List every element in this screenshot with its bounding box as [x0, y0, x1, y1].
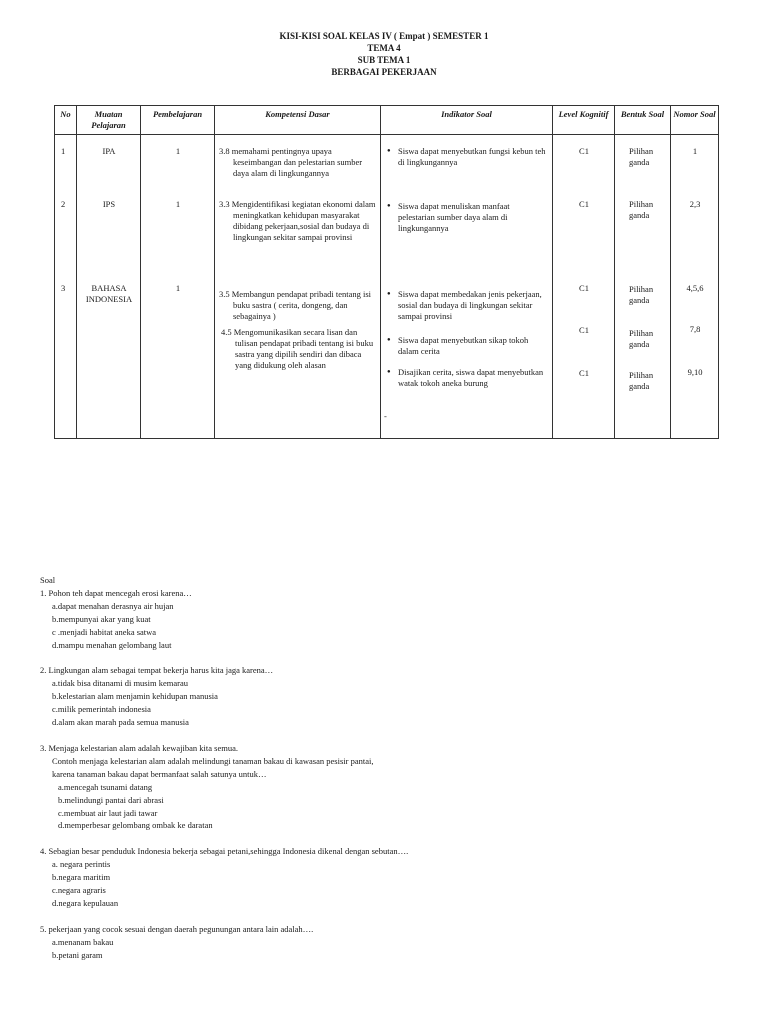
question-3-option-d: d.memperbesar gelombang ombak ke daratan: [58, 820, 213, 831]
row-3-nomor: 4,5,6: [686, 283, 704, 293]
cell-kompetensi-dasar: [215, 135, 381, 439]
column-header: Bentuk Soal: [615, 106, 671, 135]
question-2-option-a: a.tidak bisa ditanami di musim kemarau: [52, 678, 188, 689]
cell-no: [55, 135, 77, 439]
question-2-option-b: b.kelestarian alam menjamin kehidupan manusia: [52, 691, 218, 702]
question-5-option-a: a.menanam bakau: [52, 936, 114, 947]
column-header: Nomor Soal: [671, 106, 719, 135]
row-1-bentuk: Pilihan ganda: [629, 146, 654, 167]
header-line-4: BERBAGAI PEKERJAAN: [331, 67, 437, 77]
row-2-nomor: 2,3: [689, 199, 701, 209]
question-3-context-line-1: Contoh menjaga kelestarian alam adalah melindungi tanaman bakau di kawasan pesisir pantai,: [52, 755, 374, 766]
row-3-indikator-2: ● Siswa dapat menyebutkan sikap tokoh dalam cerita: [398, 335, 546, 357]
question-5: 5. pekerjaan yang cocok sesuai dengan daerah pegunungan antara lain adalah….: [40, 923, 314, 934]
table-body-row: [55, 135, 719, 439]
column-header: Kompetensi Dasar: [215, 106, 381, 135]
question-3-option-a: a.mencegah tsunami datang: [58, 781, 153, 792]
row-1-level: C1: [579, 146, 589, 156]
cell-indikator-soal: [381, 135, 553, 439]
row-3-level-3: C1: [579, 368, 589, 378]
document-header: [0, 30, 768, 78]
kisi-kisi-table: [54, 105, 719, 439]
soal-title: Soal: [40, 575, 56, 585]
question-5-option-b: b.petani garam: [52, 949, 103, 960]
column-header: Level Kognitif: [553, 106, 615, 135]
row-3-kd: 3.5 Membangun pendapat pribadi tentang isi buku sastra ( cerita, dongeng, dan sebagainya ): [219, 289, 372, 321]
row-1-no: 1: [61, 146, 66, 156]
column-header: Indikator Soal: [381, 106, 553, 135]
question-4-option-b: b.negara maritim: [52, 872, 111, 883]
row-3-bentuk-3: Pilihan ganda: [629, 370, 654, 391]
question-3: 3. Menjaga kelestarian alam adalah kewajiban kita semua.: [40, 742, 239, 753]
row-2-indikator: ● Siswa dapat menuliskan manfaat pelestarian sumber daya alam di lingkungannya: [398, 201, 546, 234]
question-4: 4. Sebagian besar penduduk Indonesia bekerja sebagai petani,sehingga Indonesia dikenal dengan sebutan….: [40, 846, 409, 857]
question-3-option-c: c.membuat air laut jadi tawar: [58, 807, 158, 818]
row-1-indikator: ● Siswa dapat menyebutkan fungsi kebun teh di lingkungannya: [398, 146, 546, 168]
cell-pembelajaran: [141, 135, 215, 439]
row-2-bentuk: Pilihan ganda: [629, 199, 654, 220]
row-1-pembelajaran: 1: [175, 146, 181, 156]
row-3-no: 3: [61, 283, 66, 293]
cell-muatan: [77, 135, 141, 439]
table-header-row: [55, 106, 719, 135]
header-line-2: TEMA 4: [367, 43, 401, 53]
row-1-nomor: 1: [692, 146, 698, 156]
row-3-kd-2: 4.5 Mengomunikasikan secara lisan dan tulisan pendapat pribadi tentang isi buku sastra yang dipilih sendiri dan dibaca yang didukung oleh alasan: [221, 327, 374, 370]
row-3-bentuk: Pilihan ganda: [629, 284, 654, 305]
row-3-nomor-3: 9,10: [687, 367, 703, 377]
soal-section: [40, 574, 740, 962]
row-3-indikator-3: ● Disajikan cerita, siswa dapat menyebutkan watak tokoh aneka burung: [398, 367, 546, 389]
row-3-level-2: C1: [579, 325, 589, 335]
header-line-3: SUB TEMA 1: [357, 55, 411, 65]
row-3-bentuk-2: Pilihan ganda: [629, 328, 654, 349]
question-1-option-c: c .menjadi habitat aneka satwa: [52, 626, 157, 637]
row-2-kd: 3.3 Mengidentifikasi kegiatan ekonomi dalam meningkatkan kehidupan masyarakat dibidang pekerjaan,sosial dan budaya di lingkungan sekitar sampai provinsi: [219, 199, 376, 242]
row-1-kd: 3.8 memahami pentingnya upaya keseimbangan dan pelestarian sumber daya alam di lingkungannya: [219, 146, 363, 178]
row-3-pembelajaran: 1: [175, 283, 181, 293]
row-1-muatan: IPA: [102, 146, 116, 156]
question-4-option-c: c.negara agraris: [52, 885, 106, 896]
question-1-option-d: d.mampu menahan gelombang laut: [52, 639, 172, 650]
cell-level-kognitif: [553, 135, 615, 439]
row-3-indikator-dash: -: [384, 411, 387, 421]
question-1-option-b: b.mempunyai akar yang kuat: [52, 613, 151, 624]
column-header: Pembelajaran: [141, 106, 215, 135]
row-3-indikator: ● Siswa dapat membedakan jenis pekerjaan, sosial dan budaya di lingkungan sekitar sampai provinsi: [398, 289, 546, 322]
header-line-1: KISI-KISI SOAL KELAS IV ( Empat ) SEMESTER 1: [279, 31, 489, 41]
row-3-muatan: BAHASA INDONESIA: [85, 283, 133, 304]
question-4-option-d: d.negara kepulauan: [52, 897, 119, 908]
row-2-muatan: IPS: [102, 199, 116, 209]
question-2-option-d: d.alam akan marah pada semua manusia: [52, 717, 189, 728]
column-header: No: [55, 106, 77, 135]
row-2-level: C1: [579, 199, 589, 209]
row-2-no: 2: [61, 199, 66, 209]
question-2: 2. Lingkungan alam sebagai tempat bekerja harus kita jaga karena…: [40, 665, 274, 676]
row-3-nomor-2: 7,8: [689, 324, 701, 334]
column-header: Muatan Pelajaran: [77, 106, 141, 135]
question-1: 1. Pohon teh dapat mencegah erosi karena…: [40, 587, 192, 598]
row-3-level: C1: [579, 283, 589, 293]
question-1-option-a: a.dapat menahan derasnya air hujan: [52, 600, 174, 611]
row-2-pembelajaran: 1: [175, 199, 181, 209]
question-3-context-line-2: karena tanaman bakau dapat bermanfaat salah satunya untuk…: [52, 768, 267, 779]
question-2-option-c: c.milik pemerintah indonesia: [52, 704, 151, 715]
question-4-option-a: a. negara perintis: [52, 859, 111, 870]
cell-nomor-soal: [671, 135, 719, 439]
question-3-option-b: b.melindungi pantai dari abrasi: [58, 794, 164, 805]
cell-bentuk-soal: [615, 135, 671, 439]
